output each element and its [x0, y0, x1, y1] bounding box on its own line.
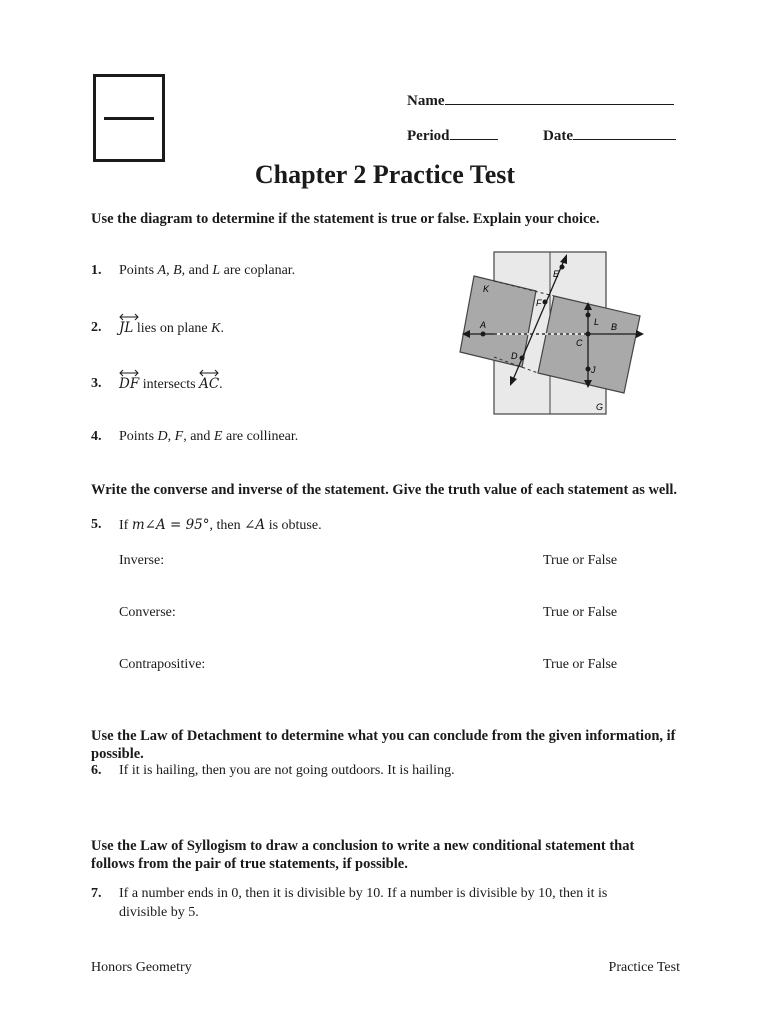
planes-diagram [455, 246, 655, 418]
math-condition: m∠A = 95° [131, 517, 210, 533]
text-part: , [167, 429, 175, 444]
text-part: , and [181, 263, 213, 278]
footer-left: Honors Geometry [91, 960, 192, 975]
point-c [586, 332, 591, 337]
text-part: are coplanar. [220, 263, 296, 278]
line-name: JL [119, 320, 134, 336]
question-number: 7. [91, 886, 102, 901]
question-number: 3. [91, 376, 102, 391]
section4-instruction: Use the Law of Syllogism to draw a conclusion to write a new conditional statement that follows from the pair of true statements, if possible. [91, 838, 635, 872]
var-a: A [157, 263, 167, 278]
var-e: E [213, 429, 223, 444]
var-f: F [174, 429, 184, 444]
text-part: . [220, 321, 224, 336]
var-d: D [157, 429, 168, 444]
label-f: F [536, 298, 542, 308]
text-part: intersects [139, 377, 200, 392]
footer-right: Practice Test [608, 960, 680, 975]
text-part: , and [183, 429, 214, 444]
true-false-choice[interactable]: True or False [543, 553, 618, 568]
score-box [93, 74, 165, 162]
plane-name: K [211, 321, 221, 336]
period-blank[interactable] [450, 138, 498, 140]
point-e [560, 265, 565, 270]
question-number: 1. [91, 263, 102, 278]
point-f [543, 300, 548, 305]
date-field[interactable] [543, 128, 676, 145]
question-text [119, 429, 298, 445]
label-g: G [596, 402, 604, 412]
label-c: C [576, 338, 583, 348]
question-number: 4. [91, 429, 102, 444]
question-text-line-2: divisible by 5. [119, 905, 199, 920]
name-field[interactable] [407, 93, 674, 110]
line-notation-jl [119, 320, 133, 336]
label-j: J [591, 365, 596, 375]
label-a: A [480, 320, 487, 330]
point-j [586, 367, 591, 372]
question-number: 5. [91, 517, 102, 532]
answer-label: Converse: [119, 605, 176, 620]
text-part: , [166, 263, 174, 278]
arrowhead [636, 330, 644, 338]
true-false-choice[interactable]: True or False [543, 657, 618, 672]
label-k: K [483, 284, 490, 294]
section2-instruction: Write the converse and inverse of the statement. Give the truth value of each statement as well. [91, 482, 678, 498]
question-text [119, 263, 295, 279]
label-b: B [611, 322, 618, 332]
answer-label: Inverse: [119, 553, 165, 568]
line-name: AC [199, 376, 220, 392]
date-blank[interactable] [573, 138, 676, 140]
section3-instruction: Use the Law of Detachment to determine what you can conclude from the given information, if possible. [91, 728, 676, 762]
text-part: are collinear. [222, 429, 299, 444]
line-notation-df [119, 376, 139, 392]
point-d [520, 356, 525, 361]
label-l: L [594, 317, 600, 327]
line-notation-ac [199, 376, 219, 392]
math-angle: ∠A [244, 517, 266, 533]
question-number: 2. [91, 320, 102, 335]
name-label: Name [407, 93, 445, 109]
var-b: B [173, 263, 182, 278]
point-l [586, 313, 591, 318]
point-a [481, 332, 486, 337]
text-part: Points [119, 263, 158, 278]
page-title: Chapter 2 Practice Test [254, 160, 516, 189]
section1-instruction: Use the diagram to determine if the statement is true or false. Explain your choice. [91, 211, 600, 227]
question-number: 6. [91, 763, 102, 778]
label-d: D [511, 351, 518, 361]
question-text [119, 376, 223, 393]
text-part: , then [209, 518, 245, 533]
text-part: is obtuse. [265, 518, 322, 533]
double-arrow-icon [199, 369, 219, 377]
question-text-line-1: If a number ends in 0, then it is divisible by 10. If a number is divisible by 10, then it is [119, 886, 608, 901]
name-blank[interactable] [445, 103, 674, 105]
double-arrow-icon [119, 313, 139, 321]
line-name: DF [119, 376, 140, 392]
question-text: If it is hailing, then you are not going outdoors. It is hailing. [119, 763, 455, 778]
var-l: L [212, 263, 221, 278]
score-divider [104, 117, 154, 120]
text-part: . [219, 377, 223, 392]
text-part: lies on plane [133, 321, 212, 336]
label-e: E [553, 269, 560, 279]
question-text [119, 517, 322, 534]
double-arrow-icon [119, 369, 139, 377]
text-part: Points [119, 429, 158, 444]
period-field[interactable] [407, 128, 498, 145]
answer-label: Contrapositive: [119, 657, 206, 672]
date-label: Date [543, 128, 573, 144]
question-text [119, 320, 224, 337]
period-label: Period [407, 128, 450, 144]
text-part: If [119, 518, 132, 533]
true-false-choice[interactable]: True or False [543, 605, 618, 620]
